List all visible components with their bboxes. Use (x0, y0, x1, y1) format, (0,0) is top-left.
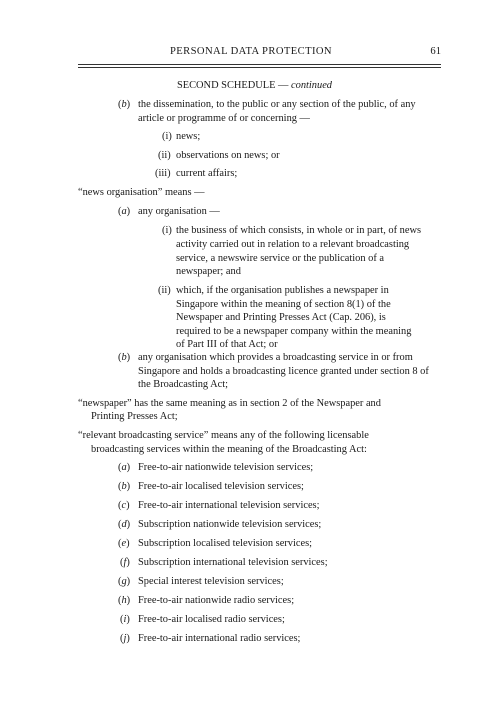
sub-a1-i-line: service, a newswire service or the publication of a (176, 253, 385, 264)
paren-open: ( (118, 99, 122, 110)
paren-open: ( (118, 352, 122, 363)
item-letter: f (123, 557, 127, 568)
list-item: (j) Free-to-air international radio services; (120, 633, 301, 644)
sub-i-label: (i) (162, 131, 172, 142)
item-text: Subscription localised television services; (138, 538, 313, 549)
clause-b2-line: the Broadcasting Act; (138, 379, 229, 390)
item-letter: a (121, 462, 127, 473)
sub-iii-label: (iii) (155, 168, 171, 179)
list-item: (b) Free-to-air localised television services; (118, 481, 304, 492)
schedule-continued: continued (291, 80, 333, 91)
item-text: Special interest television services; (138, 576, 284, 587)
item-text: Free-to-air nationwide radio services; (138, 595, 295, 606)
sub-iii-text: current affairs; (176, 168, 238, 179)
schedule-dash: — (275, 80, 292, 91)
paren-close: ) (126, 352, 131, 363)
sub-ii-label: (ii) (158, 150, 171, 161)
item-text: Subscription nationwide television services; (138, 519, 322, 530)
list-item: (i) Free-to-air localised radio services; (120, 614, 285, 625)
schedule-heading (177, 79, 332, 92)
clause-b1-label (118, 98, 130, 111)
definition-rbs-line: “relevant broadcasting service” means any of the following licensable (78, 430, 369, 441)
list-item: (f) Subscription international television services; (120, 557, 328, 568)
item-letter: j (123, 633, 127, 644)
clause-b1-line-1: the dissemination, to the public or any section of the public, of any (138, 99, 416, 110)
item-letter: b (121, 481, 127, 492)
sub-a1-i-line: activity carried out in relation to a relevant broadcasting (176, 239, 410, 250)
sub-a1-ii-line: of Part III of that Act; or (176, 339, 278, 350)
item-letter: d (121, 519, 127, 530)
list-item: (d) Subscription nationwide television services; (118, 519, 322, 530)
header-rule-top (78, 64, 441, 65)
clause-letter: a (121, 206, 127, 217)
list-item: (e) Subscription localised television services; (118, 538, 313, 549)
paren-close: ) (126, 206, 131, 217)
sub-i-text: news; (176, 131, 201, 142)
definition-newspaper-line: “newspaper” has the same meaning as in section 2 of the Newspaper and (78, 398, 381, 409)
item-text: Free-to-air international radio services; (138, 633, 301, 644)
running-title: PERSONAL DATA PROTECTION (170, 46, 332, 57)
clause-b2-label (118, 351, 130, 364)
sub-a1-ii-line: required to be a newspaper company within the meaning (176, 326, 412, 337)
sub-a1-i-line: the business of which consists, in whole or in part, of news (176, 225, 422, 236)
paren-close: ) (126, 99, 131, 110)
clause-a1-label (118, 205, 130, 218)
sub-a1-i-label: (i) (162, 225, 172, 236)
sub-a1-ii-line: which, if the organisation publishes a newspaper in (176, 285, 389, 296)
list-item: (h) Free-to-air nationwide radio services; (118, 595, 295, 606)
item-letter: c (121, 500, 127, 511)
item-letter: e (121, 538, 127, 549)
list-item: (c) Free-to-air international television services; (118, 500, 320, 511)
clause-b2-line: any organisation which provides a broadcasting service in or from (138, 352, 413, 363)
page-number: 61 (430, 46, 441, 57)
sub-a1-ii-line: Newspaper and Printing Presses Act (Cap. 206), is (176, 312, 386, 323)
clause-a1-text: any organisation — (138, 206, 220, 217)
sub-ii-text: observations on news; or (176, 150, 280, 161)
schedule-title: SECOND SCHEDULE (177, 80, 276, 91)
sub-a1-i-line: newspaper; and (176, 266, 241, 277)
list-item: (g) Special interest television services; (118, 576, 284, 587)
paren-open: ( (118, 206, 122, 217)
clause-b1-line-2: article or programme of or concerning — (138, 113, 310, 124)
sub-a1-ii-line: Singapore within the meaning of section 8(1) of the (176, 299, 391, 310)
header-rule-bottom (78, 67, 441, 68)
list-item: (a) Free-to-air nationwide television services; (118, 462, 314, 473)
clause-letter: b (121, 99, 127, 110)
item-text: Subscription international television services; (138, 557, 328, 568)
item-letter: g (121, 576, 127, 587)
item-text: Free-to-air nationwide television services; (138, 462, 314, 473)
item-text: Free-to-air localised radio services; (138, 614, 285, 625)
definition-rbs-line: broadcasting services within the meaning of the Broadcasting Act: (91, 444, 367, 455)
item-letter: h (121, 595, 127, 606)
sub-a1-ii-label: (ii) (158, 285, 171, 296)
clause-b2-line: Singapore and holds a broadcasting licence granted under section 8 of (138, 366, 429, 377)
page-header (78, 45, 441, 61)
definition-news-organisation: “news organisation” means — (78, 187, 205, 198)
item-text: Free-to-air localised television services; (138, 481, 304, 492)
item-letter: i (123, 614, 127, 625)
definition-newspaper-line: Printing Presses Act; (91, 411, 178, 422)
item-text: Free-to-air international television services; (138, 500, 320, 511)
clause-letter: b (121, 352, 127, 363)
